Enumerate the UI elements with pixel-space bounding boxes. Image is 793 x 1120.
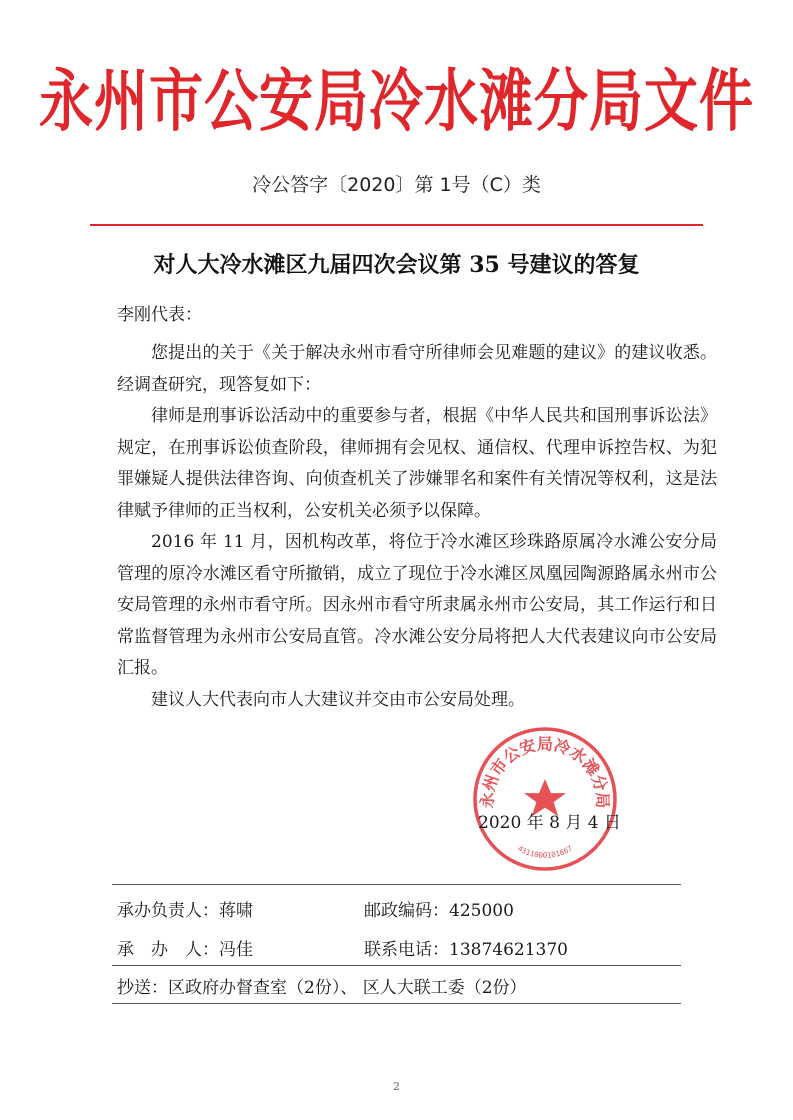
footer-handler: 承办负责人：蒋啸	[117, 901, 253, 921]
footer-divider	[112, 1003, 681, 1004]
footer-divider	[112, 965, 681, 966]
document-body	[117, 338, 717, 716]
body-paragraph: 律师是刑事诉讼活动中的重要参与者，根据《中华人民共和国刑事诉讼法》规定，在刑事诉讼侦查阶段，律师拥有会见权、通信权、代理申诉控告权、为犯罪嫌疑人提供法律咨询、向侦查机关了涉嫌罪名和案件有关情况等权利，这是法律赋予律师的正当权利，公安机关必须予以保障。	[117, 406, 717, 521]
official-seal	[470, 724, 620, 874]
document-date: 2020 年 8 月 4 日	[478, 813, 621, 833]
footer-divider	[112, 884, 681, 885]
footer-phone: 联系电话：13874621370	[364, 940, 568, 960]
page-number: 2	[393, 1080, 400, 1093]
salutation: 李刚代表：	[117, 305, 202, 325]
svg-text:4311000101667	[516, 844, 574, 860]
header-red-rule	[90, 224, 703, 226]
seal-serial: 4311000101667	[516, 843, 574, 860]
body-paragraph: 您提出的关于《关于解决永州市看守所律师会见难题的建议》的建议收悉。经调查研究，现答复如下：	[117, 343, 717, 395]
footer-postcode: 邮政编码：425000	[364, 901, 514, 921]
document-title: 对人大冷水滩区九届四次会议第 35 号建议的答复	[153, 252, 640, 278]
footer-contact: 承 办 人：冯佳	[117, 940, 253, 960]
body-paragraph: 建议人大代表向市人大建议并交由市公安局处理。	[151, 689, 525, 710]
body-paragraph: 2016 年 11 月，因机构改革，将位于冷水滩区珍珠路原属冷水滩公安分局管理的原冷水滩区看守所撤销，成立了现位于冷水滩区凤凰园陶源路属永州市公安局管理的永州市看守所。因永州市看守所隶属永州市公安局，其工作运行和日常监督管理为永州市公安局直管。冷水滩公安分局将把人大代表建议向市公安局汇报。	[117, 532, 717, 678]
footer-cc: 抄送：区政府办督查室（2份）、 区人大联工委（2份）	[117, 978, 527, 998]
seal-text: 永州市公安局冷水滩分局	[477, 734, 613, 809]
document-number: 冷公答字〔2020〕第 1号（C）类	[252, 174, 541, 196]
document-header-title: 永州市公安局冷水滩分局文件	[39, 61, 754, 141]
